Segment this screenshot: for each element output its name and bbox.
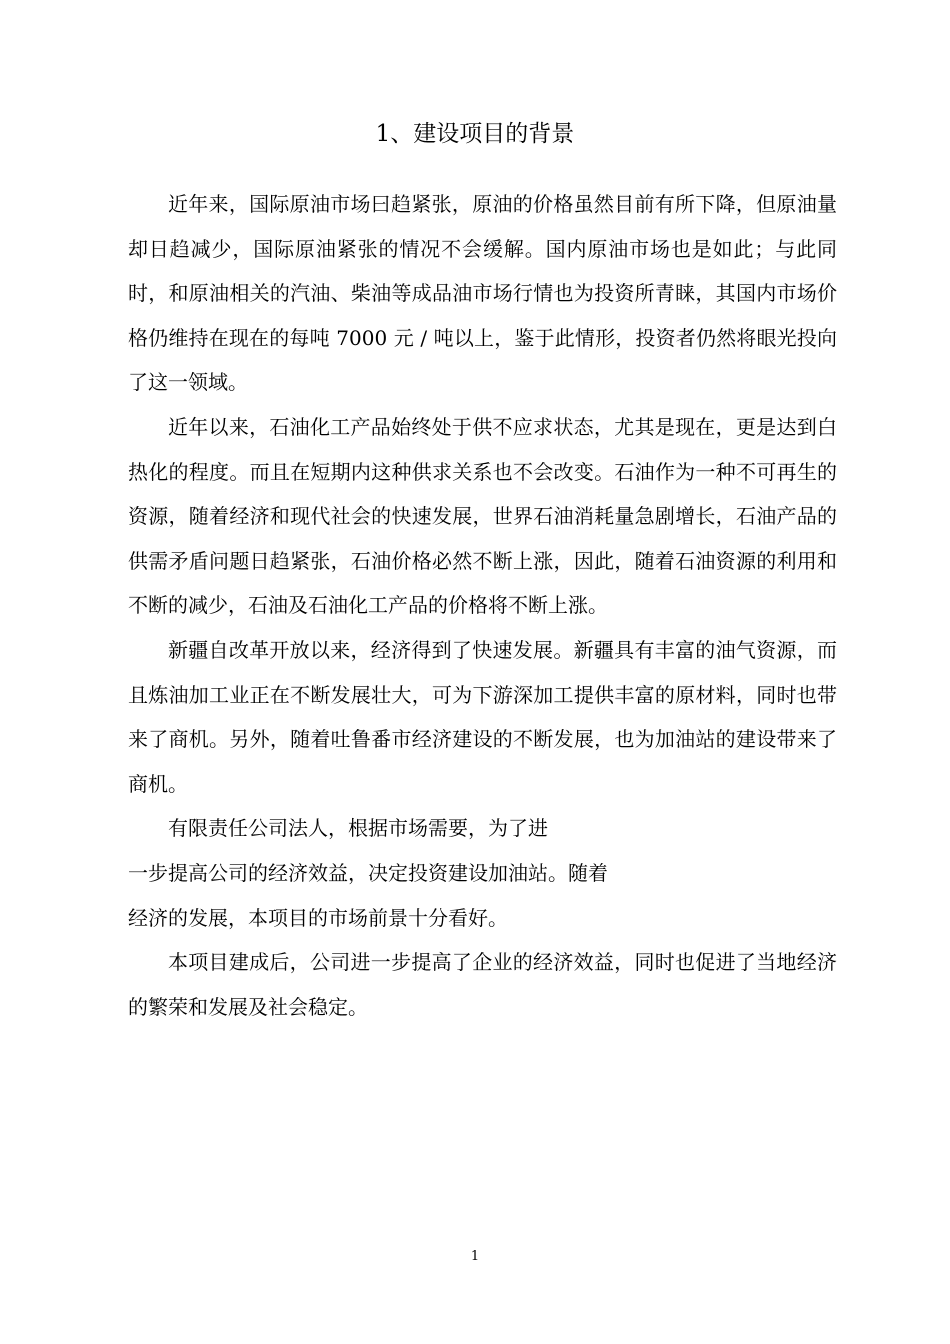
document-title: 1、建设项目的背景: [375, 121, 575, 147]
document-body: [128, 182, 837, 1029]
paragraph-line: 有限责任公司法人，根据市场需要，为了进: [168, 816, 548, 841]
paragraph-line: 经济的发展，本项目的市场前景十分看好。: [128, 905, 508, 930]
paragraph-oil-market: 近年来，国际原油市场曰趋紧张，原油的价格虽然目前有所下降，但原油量却日趋减少，国际原油紧张的情况不会缓解。国内原油市场也是如此；与此同时，和原油相关的汽油、柴油等成品油市场行情也为投资所青睐，其国内市场价格仍维持在现在的每吨 7000 元 / 吨以上，鉴于此情形，投资者仍然将眼光投向了这一领域。: [128, 192, 837, 395]
paragraph-line: 一步提高公司的经济效益，决定投资建设加油站。随着: [128, 860, 608, 885]
paragraph-petrochemical-demand: 近年以来，石油化工产品始终处于供不应求状态，尤其是现在，更是达到白热化的程度。而且在短期内这种供求关系也不会改变。石油作为一种不可再生的资源，随着经济和现代社会的快速发展，世界石油消耗量急剧增长，石油产品的供需矛盾问题日趋紧张，石油价格必然不断上涨，因此，随着石油资源的利用和不断的减少，石油及石油化工产品的价格将不断上涨。: [128, 414, 837, 618]
page-number: 1: [470, 1249, 480, 1264]
paragraph-xinjiang-development: 新疆自改革开放以来，经济得到了快速发展。新疆具有丰富的油气资源，而且炼油加工业正在不断发展壮大，可为下游深加工提供丰富的原材料，同时也带来了商机。另外，随着吐鲁番市经济建设的不断发展，也为加油站的建设带来了商机。: [128, 637, 837, 796]
paragraph-project-outcome: 本项目建成后，公司进一步提高了企业的经济效益，同时也促进了当地经济的繁荣和发展及社会稳定。: [128, 950, 837, 1019]
paragraph-company-decision: [128, 806, 837, 940]
